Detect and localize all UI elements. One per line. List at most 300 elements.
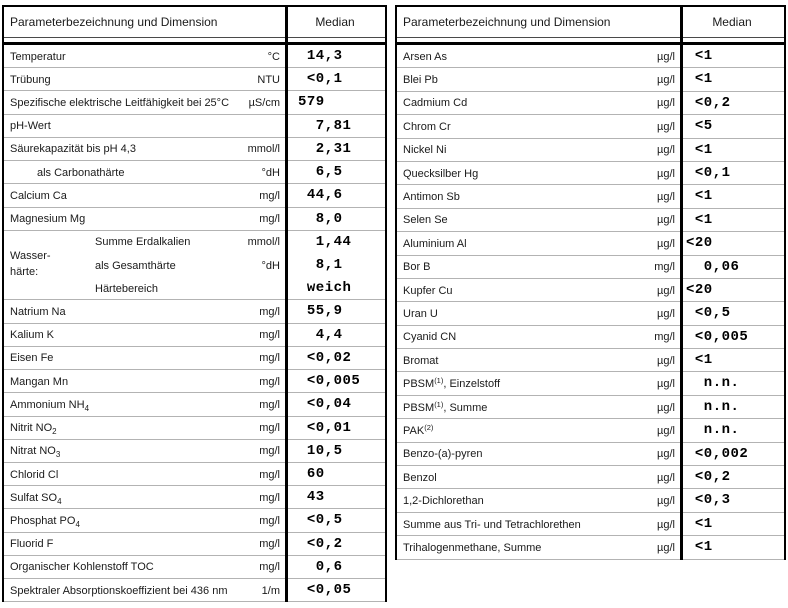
table-header-row xyxy=(4,7,385,38)
table-row xyxy=(397,489,784,512)
param-cell xyxy=(397,45,680,68)
param-label xyxy=(10,97,229,109)
label-text: Summe Erdalkalien xyxy=(95,236,191,249)
label-text: Mangan Mn xyxy=(10,375,69,388)
label-text: Magnesium Mg xyxy=(10,213,86,226)
param-label xyxy=(403,191,460,203)
table-row xyxy=(397,185,784,208)
median-value: 8,1 xyxy=(298,256,343,273)
param-label xyxy=(403,355,438,367)
unit-label: °dH xyxy=(261,259,280,272)
unit-label: µg/l xyxy=(657,518,675,531)
param-cell xyxy=(4,91,285,114)
unit-label: mg/l xyxy=(654,261,675,274)
table-row xyxy=(4,579,385,602)
table-row xyxy=(397,443,784,466)
param-label xyxy=(403,519,581,531)
median-value: 44,6 xyxy=(298,187,343,204)
median-value: 43 xyxy=(298,489,325,506)
unit-label: 1/m xyxy=(261,584,280,597)
table-row xyxy=(4,324,385,347)
unit-label: mg/l xyxy=(259,561,280,574)
param-label xyxy=(10,51,66,63)
median-value: <0,02 xyxy=(298,349,352,366)
table-row xyxy=(397,68,784,91)
label-text: PBSM xyxy=(403,378,435,391)
median-value: <0,2 xyxy=(298,535,343,552)
label-text: Nitrat NO xyxy=(10,445,56,458)
table-row xyxy=(397,162,784,185)
table-row xyxy=(4,393,385,416)
param-label xyxy=(403,144,446,156)
table-row xyxy=(4,208,385,231)
unit-label: mg/l xyxy=(259,375,280,388)
table-row xyxy=(4,556,385,579)
table-row xyxy=(397,349,784,372)
header-body-divider xyxy=(397,38,784,45)
label-text: , Summe xyxy=(443,401,488,414)
label-text: PAK xyxy=(403,424,425,437)
unit-label: µg/l xyxy=(657,471,675,484)
group-subrow xyxy=(95,277,285,300)
table-row xyxy=(4,370,385,393)
label-text: Aluminium Al xyxy=(403,237,467,250)
param-cell xyxy=(397,232,680,255)
unit-label: µS/cm xyxy=(248,97,280,110)
param-cell xyxy=(397,92,680,115)
param-cell xyxy=(397,326,680,349)
param-label xyxy=(10,329,54,341)
median-value: <20 xyxy=(686,235,713,252)
param-cell xyxy=(4,324,285,347)
unit-label: µg/l xyxy=(657,191,675,204)
label-text: Härtebereich xyxy=(95,282,158,295)
median-value: <0,01 xyxy=(298,419,352,436)
label-text: Natrium Na xyxy=(10,306,66,319)
unit-label: µg/l xyxy=(657,495,675,508)
unit-label: µg/l xyxy=(657,120,675,133)
median-value: <1 xyxy=(686,48,713,64)
unit-label: µg/l xyxy=(657,541,675,554)
median-value: 60 xyxy=(298,465,325,482)
group-subrows xyxy=(95,231,285,301)
param-cell xyxy=(397,209,680,232)
param-label xyxy=(10,515,80,530)
label-text: Sulfat SO xyxy=(10,491,58,504)
unit-label: µg/l xyxy=(657,50,675,63)
param-cell xyxy=(397,349,680,372)
unit-label: µg/l xyxy=(657,144,675,157)
table-row xyxy=(397,536,784,559)
median-value: <20 xyxy=(686,281,713,298)
unit-label: µg/l xyxy=(657,97,675,110)
param-cell xyxy=(4,579,285,602)
median-value: 10,5 xyxy=(298,442,343,459)
param-label xyxy=(10,190,67,202)
sub-text: 4 xyxy=(84,403,90,413)
unit-label: µg/l xyxy=(657,424,675,437)
median-value: weich xyxy=(298,280,352,297)
parameter-table-left xyxy=(2,5,387,602)
unit-label: mg/l xyxy=(259,398,280,411)
label-text: Spezifische elektrische Leitfähigkeit bei 25°C xyxy=(10,97,230,110)
unit-label: µg/l xyxy=(657,214,675,227)
label-text: Säurekapazität bis pH 4,3 xyxy=(10,143,136,156)
param-label xyxy=(403,74,438,86)
param-label xyxy=(403,97,467,109)
label-text: Phosphat PO xyxy=(10,515,76,528)
table-row xyxy=(4,347,385,370)
median-value: <0,2 xyxy=(686,469,731,486)
unit-label: mg/l xyxy=(259,422,280,435)
median-value: <0,3 xyxy=(686,492,731,509)
median-value: 55,9 xyxy=(298,303,343,320)
median-value: <5 xyxy=(686,118,713,135)
median-value: 7,81 xyxy=(298,117,352,134)
param-label xyxy=(403,542,541,554)
sup-text: (1) xyxy=(434,399,444,409)
param-label xyxy=(10,213,85,225)
param-label xyxy=(10,538,53,550)
table-row xyxy=(4,440,385,463)
table-body xyxy=(4,45,385,602)
param-label xyxy=(403,214,448,226)
param-cell xyxy=(4,300,285,323)
median-value: <1 xyxy=(686,188,713,205)
label-text: Ammonium NH xyxy=(10,398,85,411)
label-text: Bor B xyxy=(403,261,431,274)
unit-label: µg/l xyxy=(657,284,675,297)
param-label xyxy=(10,376,68,388)
label-text: Chlorid Cl xyxy=(10,468,59,481)
label-text: pH-Wert xyxy=(10,120,51,133)
param-label xyxy=(10,120,51,132)
unit-label: NTU xyxy=(257,73,280,86)
group-label-line: Wasser- xyxy=(10,249,51,262)
median-value: n.n. xyxy=(686,375,740,392)
param-cell xyxy=(397,396,680,419)
table-header-row xyxy=(397,7,784,38)
label-text: PBSM xyxy=(403,401,435,414)
label-text: Kupfer Cu xyxy=(403,284,453,297)
label-text: Arsen As xyxy=(403,50,448,63)
sup-text: (1) xyxy=(434,376,444,386)
param-cell xyxy=(4,417,285,440)
group-label xyxy=(4,231,95,299)
median-value: 0,06 xyxy=(686,258,740,275)
label-text: als Gesamthärte xyxy=(95,259,176,272)
label-text: Nitrit NO xyxy=(10,422,53,435)
sub-text: 2 xyxy=(52,427,57,437)
param-label xyxy=(403,448,482,460)
param-cell xyxy=(4,184,285,207)
param-cell xyxy=(4,393,285,416)
median-value: <0,05 xyxy=(298,582,352,599)
param-cell xyxy=(4,161,285,184)
param-cell xyxy=(397,115,680,138)
param-cell xyxy=(397,139,680,162)
table-row xyxy=(397,232,784,255)
label-text: Nickel Ni xyxy=(403,144,447,157)
sup-text: (2) xyxy=(424,422,434,432)
table-row xyxy=(397,372,784,395)
param-label xyxy=(10,143,136,155)
param-cell xyxy=(4,440,285,463)
label-text: Kalium K xyxy=(10,329,55,342)
table-row xyxy=(397,302,784,325)
column-divider-line xyxy=(680,7,683,560)
param-label xyxy=(10,167,124,179)
unit-label: mg/l xyxy=(259,468,280,481)
median-column-header: Median xyxy=(712,15,752,29)
unit-label: µg/l xyxy=(657,448,675,461)
median-value: 1,44 xyxy=(298,233,352,250)
param-label xyxy=(10,445,61,460)
median-column-header: Median xyxy=(315,15,355,29)
median-value: <1 xyxy=(686,71,713,88)
table-row xyxy=(397,92,784,115)
table-row xyxy=(4,533,385,556)
param-label xyxy=(403,472,437,484)
median-value: 14,3 xyxy=(298,48,343,64)
median-value: <0,5 xyxy=(298,512,343,529)
sub-text: 3 xyxy=(55,450,61,460)
label-text: als Carbonathärte xyxy=(37,166,125,179)
sub-text: 4 xyxy=(57,496,62,506)
table-row xyxy=(397,279,784,302)
unit-label: µg/l xyxy=(657,237,675,250)
unit-label: mg/l xyxy=(259,352,280,365)
param-cell xyxy=(397,489,680,512)
parameter-table-right xyxy=(395,5,786,560)
table-row xyxy=(4,45,385,68)
median-value: 4,4 xyxy=(298,326,343,343)
table-row xyxy=(4,486,385,509)
label-text: Benzol xyxy=(403,471,437,484)
param-cell xyxy=(4,509,285,532)
label-text: Bromat xyxy=(403,354,439,367)
median-value: <0,04 xyxy=(298,396,352,413)
median-value: <1 xyxy=(686,352,713,369)
param-label xyxy=(10,399,89,411)
label-text: Trihalogenmethane, Summe xyxy=(403,541,542,554)
unit-label: mg/l xyxy=(259,213,280,226)
median-value: <0,1 xyxy=(298,71,343,88)
label-text: , Einzelstoff xyxy=(443,378,501,391)
param-cell xyxy=(4,208,285,231)
unit-label: mg/l xyxy=(259,306,280,319)
param-cell xyxy=(4,138,285,161)
param-cell xyxy=(4,45,285,68)
table-row xyxy=(4,463,385,486)
param-cell xyxy=(397,536,680,559)
median-value: <1 xyxy=(686,515,713,532)
label-text: Cadmium Cd xyxy=(403,97,468,110)
param-cell xyxy=(397,443,680,466)
unit-label: µg/l xyxy=(657,401,675,414)
median-value: 2,31 xyxy=(298,140,352,157)
table-row xyxy=(397,209,784,232)
table-row xyxy=(397,326,784,349)
table-row xyxy=(397,45,784,68)
label-text: Blei Pb xyxy=(403,74,438,87)
label-text: Summe aus Tri- und Tetrachlorethen xyxy=(403,518,581,531)
table-row xyxy=(397,419,784,442)
median-value: <0,002 xyxy=(686,445,749,462)
param-label xyxy=(10,585,227,597)
median-value: 6,5 xyxy=(298,164,343,181)
label-text: Cyanid CN xyxy=(403,331,457,344)
unit-label: µg/l xyxy=(657,307,675,320)
unit-label: mg/l xyxy=(259,515,280,528)
unit-label: mg/l xyxy=(259,329,280,342)
median-value: 0,6 xyxy=(298,558,343,575)
table-row xyxy=(397,256,784,279)
param-label xyxy=(403,422,434,437)
param-label xyxy=(10,561,154,573)
table-row xyxy=(397,115,784,138)
median-value: <1 xyxy=(686,539,713,556)
unit-label: mmol/l xyxy=(247,143,280,156)
param-label xyxy=(403,331,456,343)
param-label xyxy=(403,51,447,63)
label-text: Temperatur xyxy=(10,50,66,63)
table-row xyxy=(4,300,385,323)
label-text: Quecksilber Hg xyxy=(403,167,479,180)
table-row xyxy=(4,161,385,184)
column-divider-line xyxy=(285,7,288,602)
table-row xyxy=(397,466,784,489)
table-body xyxy=(397,45,784,560)
param-cell xyxy=(397,256,680,279)
param-cell xyxy=(397,162,680,185)
param-label xyxy=(95,236,190,248)
table-row xyxy=(397,513,784,536)
param-label xyxy=(403,121,451,133)
table-row xyxy=(397,139,784,162)
table-row xyxy=(397,396,784,419)
param-cell xyxy=(397,68,680,91)
param-cell xyxy=(397,513,680,536)
param-cell xyxy=(397,279,680,302)
group-label-line: härte: xyxy=(10,265,39,278)
param-label xyxy=(95,260,176,272)
median-value: <0,2 xyxy=(686,94,731,111)
param-label xyxy=(403,168,478,180)
median-value: n.n. xyxy=(686,398,740,415)
table-row xyxy=(4,115,385,138)
unit-label: °C xyxy=(267,50,280,63)
param-cell xyxy=(4,231,285,301)
header-body-divider xyxy=(4,38,385,45)
param-label xyxy=(403,399,488,414)
param-cell xyxy=(4,533,285,556)
param-cell xyxy=(4,68,285,91)
median-cell xyxy=(285,231,385,301)
param-label xyxy=(403,308,438,320)
param-label xyxy=(10,469,58,481)
median-value: 579 xyxy=(298,94,325,111)
sub-text: 4 xyxy=(75,520,80,530)
label-text: Eisen Fe xyxy=(10,352,54,365)
group-subrow xyxy=(95,231,285,254)
param-cell xyxy=(397,302,680,325)
param-label xyxy=(403,378,500,390)
param-label xyxy=(403,495,484,507)
param-column-header: Parameterbezeichnung und Dimension xyxy=(403,15,611,29)
group-subrow xyxy=(95,254,285,277)
table-row-group xyxy=(4,231,385,301)
label-text: Calcium Ca xyxy=(10,189,67,202)
unit-label: µg/l xyxy=(657,167,675,180)
table-row xyxy=(4,138,385,161)
param-label xyxy=(10,422,57,437)
param-column-header: Parameterbezeichnung und Dimension xyxy=(10,15,218,29)
param-cell xyxy=(4,347,285,370)
label-text: Benzo-(a)-pyren xyxy=(403,448,483,461)
label-text: 1,2-Dichlorethan xyxy=(403,495,484,508)
unit-label: µg/l xyxy=(657,378,675,391)
table-row xyxy=(4,184,385,207)
label-text: Antimon Sb xyxy=(403,191,460,204)
param-cell xyxy=(397,419,680,442)
param-label xyxy=(10,306,66,318)
unit-label: µg/l xyxy=(657,354,675,367)
table-row xyxy=(4,68,385,91)
median-value: <0,1 xyxy=(686,164,731,181)
label-text: Fluorid F xyxy=(10,538,54,551)
label-text: Organischer Kohlenstoff TOC xyxy=(10,561,154,574)
param-cell xyxy=(4,115,285,138)
unit-label: µg/l xyxy=(657,74,675,87)
label-text: Chrom Cr xyxy=(403,120,451,133)
param-label xyxy=(10,352,53,364)
param-label xyxy=(403,285,453,297)
median-value: <0,005 xyxy=(686,328,749,345)
param-cell xyxy=(397,372,680,395)
param-cell xyxy=(4,556,285,579)
param-cell xyxy=(4,463,285,486)
unit-label: mg/l xyxy=(259,491,280,504)
median-value: n.n. xyxy=(686,422,740,439)
unit-label: mg/l xyxy=(259,189,280,202)
param-label xyxy=(403,238,467,250)
param-label xyxy=(403,261,431,273)
param-cell xyxy=(397,466,680,489)
param-cell xyxy=(4,370,285,393)
param-label xyxy=(10,74,51,86)
median-value: <0,005 xyxy=(298,373,361,390)
median-value: 8,0 xyxy=(298,210,343,227)
unit-label: mg/l xyxy=(259,445,280,458)
table-row xyxy=(4,417,385,440)
label-text: Selen Se xyxy=(403,214,448,227)
label-text: Trübung xyxy=(10,73,51,86)
label-text: Spektraler Absorptionskoeffizient bei 436 nm xyxy=(10,584,228,597)
label-text: Uran U xyxy=(403,307,438,320)
table-row xyxy=(4,91,385,114)
unit-label: mg/l xyxy=(654,331,675,344)
median-value: <1 xyxy=(686,141,713,158)
param-cell xyxy=(397,185,680,208)
param-cell xyxy=(4,486,285,509)
unit-label: °dH xyxy=(261,166,280,179)
table-row xyxy=(4,509,385,532)
median-value: <1 xyxy=(686,211,713,228)
median-value: <0,5 xyxy=(686,305,731,322)
param-label xyxy=(95,283,158,295)
unit-label: mg/l xyxy=(259,538,280,551)
